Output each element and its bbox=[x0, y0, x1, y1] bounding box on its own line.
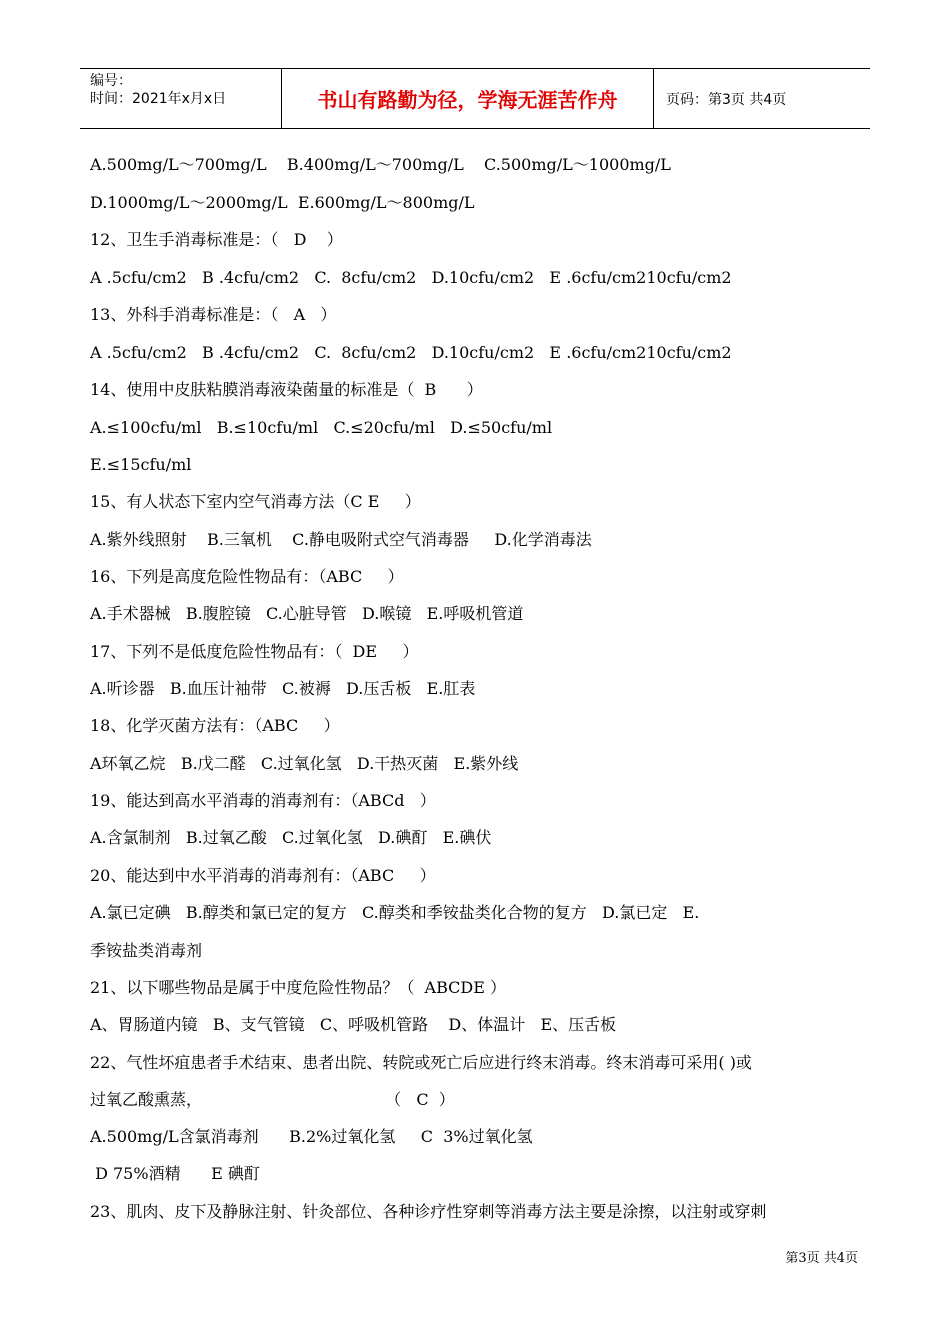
number-label: 编号： bbox=[90, 73, 132, 89]
question-22: 22、气性坏疽患者手术结束、患者出院、转院或死亡后应进行终末消毒。终末消毒可采用( )或 bbox=[90, 1053, 752, 1072]
question-21: 21、以下哪些物品是属于中度危险性物品？（ ABCDE ） bbox=[90, 978, 506, 997]
question-16: 16、下列是高度危险性物品有：（ABC ） bbox=[90, 567, 404, 586]
header-page-number: 页码：第3页 共4页 bbox=[666, 91, 787, 108]
question-23: 23、肌肉、皮下及静脉注射、针灸部位、各种诊疗性穿刺等消毒方法主要是涂擦，以注射或穿刺 bbox=[90, 1202, 767, 1221]
header-motto: 书山有路勤为径，学海无涯苦作舟 bbox=[282, 69, 654, 128]
text-line: D.1000mg/L～2000mg/L E.600mg/L～800mg/L bbox=[90, 193, 475, 212]
text-line: A.≤100cfu/ml B.≤10cfu/ml C.≤20cfu/ml D.≤50cfu/ml bbox=[90, 418, 553, 437]
question-20: 20、能达到中水平消毒的消毒剂有：（ABC ） bbox=[90, 866, 436, 885]
text-line: A.500mg/L～700mg/L B.400mg/L～700mg/L C.500mg/L～1000mg/L bbox=[90, 155, 671, 174]
text-line: 过氧乙酸熏蒸， （ C ） bbox=[90, 1090, 455, 1109]
text-line: A.听诊器 B.血压计袖带 C.被褥 D.压舌板 E.肛表 bbox=[90, 679, 476, 698]
page-header bbox=[80, 68, 870, 129]
question-17: 17、下列不是低度危险性物品有：（ DE ） bbox=[90, 642, 419, 661]
text-line: A .5cfu/cm2 B .4cfu/cm2 C. 8cfu/cm2 D.10cfu/cm2 E .6cfu/cm210cfu/cm2 bbox=[90, 268, 732, 287]
footer-page-number: 第3页 共4页 bbox=[785, 1251, 858, 1266]
question-13: 13、外科手消毒标准是：（ A ） bbox=[90, 305, 337, 324]
text-line: D 75%酒精 E 碘酊 bbox=[90, 1164, 260, 1183]
date-label: 时间：2021年x月x日 bbox=[90, 91, 227, 107]
question-15: 15、有人状态下室内空气消毒方法（C E ） bbox=[90, 492, 421, 511]
text-line: A.含氯制剂 B.过氧乙酸 C.过氧化氢 D.碘酊 E.碘伏 bbox=[90, 828, 492, 847]
text-line: A.500mg/L含氯消毒剂 B.2%过氧化氢 C 3%过氧化氢 bbox=[90, 1127, 533, 1146]
text-line: A环氧乙烷 B.戊二醛 C.过氧化氢 D.干热灭菌 E.紫外线 bbox=[90, 754, 519, 773]
text-line: A.氯已定碘 B.醇类和氯已定的复方 C.醇类和季铵盐类化合物的复方 D.氯已定 E. bbox=[90, 903, 700, 922]
text-line: A.紫外线照射 B.三氧机 C.静电吸附式空气消毒器 D.化学消毒法 bbox=[90, 530, 592, 549]
text-line: E.≤15cfu/ml bbox=[90, 455, 192, 474]
question-18: 18、化学灭菌方法有：（ABC ） bbox=[90, 716, 340, 735]
text-line: 季铵盐类消毒剂 bbox=[90, 941, 203, 960]
text-line: A、胃肠道内镜 B、支气管镜 C、呼吸机管路 D、体温计 E、压舌板 bbox=[90, 1015, 617, 1034]
text-line: A .5cfu/cm2 B .4cfu/cm2 C. 8cfu/cm2 D.10cfu/cm2 E .6cfu/cm210cfu/cm2 bbox=[90, 343, 732, 362]
question-14: 14、使用中皮肤粘膜消毒液染菌量的标准是（ B ） bbox=[90, 380, 483, 399]
header-meta bbox=[80, 69, 282, 128]
question-12: 12、卫生手消毒标准是：（ D ） bbox=[90, 230, 343, 249]
question-19: 19、能达到高水平消毒的消毒剂有：（ABCd ） bbox=[90, 791, 436, 810]
text-line: A.手术器械 B.腹腔镜 C.心脏导管 D.喉镜 E.呼吸机管道 bbox=[90, 604, 524, 623]
